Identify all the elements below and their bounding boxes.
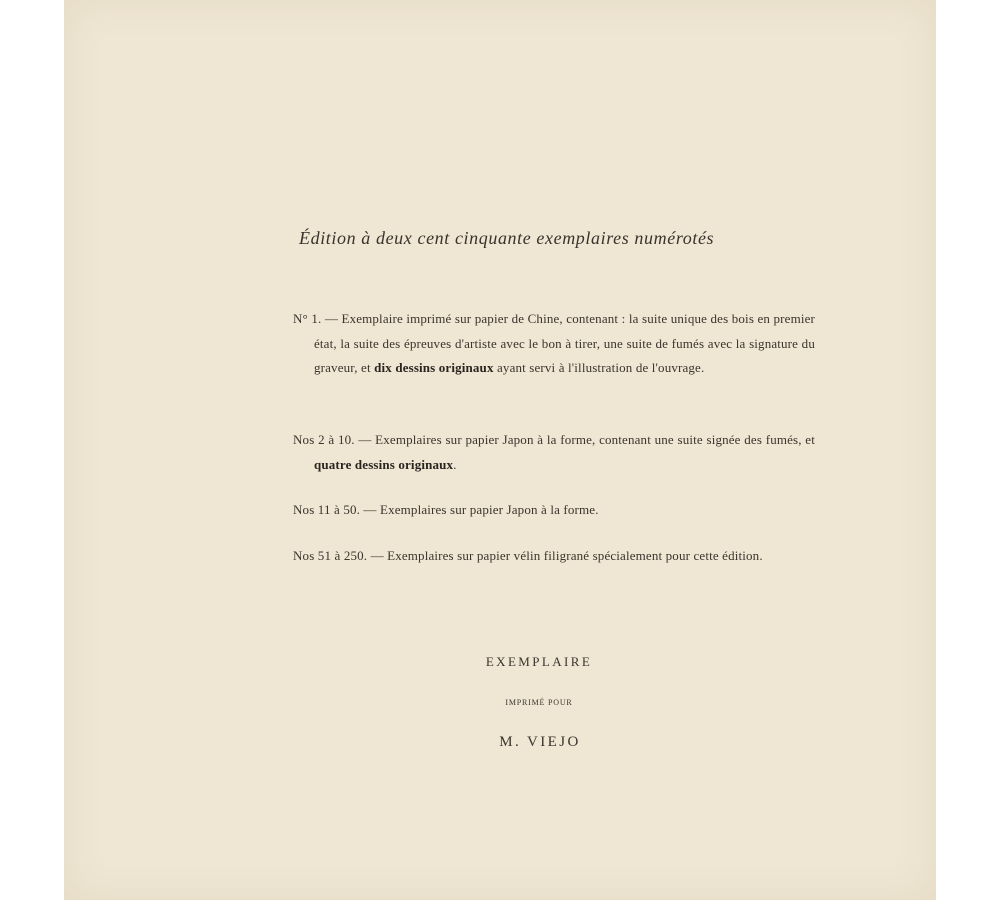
entry-bold: dix dessins originaux	[374, 360, 494, 375]
entry-text-end: ayant servi à l'illustration de l'ouvrage.	[493, 360, 705, 375]
entry-number: Nos 2 à 10. —	[293, 432, 376, 447]
entry-bold: quatre dessins originaux	[314, 456, 454, 472]
entry-number: Nos 51 à 250. —	[293, 548, 388, 563]
edition-entry-1	[293, 307, 815, 381]
entry-text: Exemplaires sur papier Japon à la forme, contenant une suite signée des fumés, et	[375, 432, 815, 447]
printed-for-label: IMPRIMÉ POUR	[505, 698, 573, 707]
edition-entry-3	[293, 498, 815, 523]
entry-number: N° 1. —	[293, 311, 342, 326]
owner-name: M. VIEJO	[499, 734, 581, 750]
copy-label: EXEMPLAIRE	[485, 654, 593, 669]
edition-entry-4	[293, 544, 815, 569]
entry-text: Exemplaires sur papier Japon à la forme.	[380, 502, 599, 517]
entry-number: Nos 11 à 50. —	[293, 502, 380, 517]
entry-text: Exemplaire imprimé sur papier de Chine, contenant : la suite unique des bois en premier état, la suite des épreuves d'artiste avec le bon à tirer, une suite de fumés avec la signature du graveur, et	[314, 311, 815, 375]
entry-text-end: .	[453, 456, 457, 472]
edition-heading: Édition à deux cent cinquante exemplaires numérotés	[299, 228, 715, 248]
entry-text: Exemplaires sur papier vélin filigrané spécialement pour cette édition.	[387, 548, 763, 563]
edition-entry-2	[293, 428, 815, 477]
page	[64, 0, 936, 900]
